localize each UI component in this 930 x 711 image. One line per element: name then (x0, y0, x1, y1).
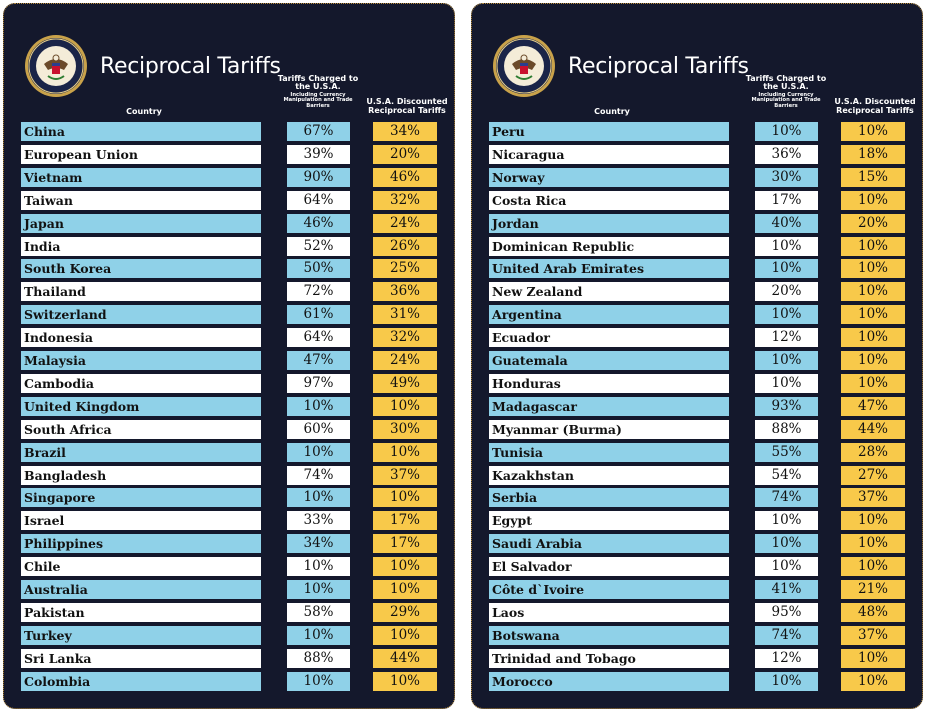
discounted-tariff-cell: 37% (841, 488, 905, 507)
discounted-tariff-cell: 34% (373, 122, 437, 141)
country-cell: Colombia (21, 672, 261, 691)
tariff-charged-cell: 41% (755, 580, 818, 599)
table-row (472, 374, 922, 393)
tariff-charged-cell: 95% (755, 603, 818, 622)
discounted-tariff-cell: 24% (373, 214, 437, 233)
country-cell: Indonesia (21, 328, 261, 347)
tariff-charged-cell: 47% (287, 351, 350, 370)
tariff-charged-cell: 54% (755, 466, 818, 485)
panel-title: Reciprocal Tariffs (100, 54, 281, 79)
discounted-tariff-cell: 25% (373, 259, 437, 278)
country-cell: India (21, 237, 261, 256)
country-cell: Myanmar (Burma) (489, 420, 729, 439)
discounted-tariff-cell: 20% (841, 214, 905, 233)
country-cell: Madagascar (489, 397, 729, 416)
country-cell: United Kingdom (21, 397, 261, 416)
discounted-tariff-cell: 10% (841, 259, 905, 278)
tariff-charged-cell: 10% (755, 534, 818, 553)
discounted-tariff-cell: 44% (841, 420, 905, 439)
country-cell: Chile (21, 557, 261, 576)
table-row (4, 557, 454, 576)
discounted-tariff-cell: 26% (373, 237, 437, 256)
table-row (472, 626, 922, 645)
country-cell: Cambodia (21, 374, 261, 393)
country-cell: Switzerland (21, 305, 261, 324)
table-row (472, 443, 922, 462)
discounted-tariff-cell: 18% (841, 145, 905, 164)
tariff-charged-cell: 10% (755, 672, 818, 691)
discounted-tariff-cell: 10% (841, 305, 905, 324)
panel-title: Reciprocal Tariffs (568, 54, 749, 79)
tariff-charged-cell: 74% (287, 466, 350, 485)
discounted-tariff-cell: 37% (373, 466, 437, 485)
tariff-charged-cell: 10% (755, 122, 818, 141)
tariff-charged-cell: 10% (755, 305, 818, 324)
discounted-tariff-cell: 15% (841, 168, 905, 187)
table-row (472, 603, 922, 622)
discounted-tariff-cell: 10% (373, 557, 437, 576)
tariff-charged-cell: 93% (755, 397, 818, 416)
tariff-charged-cell: 12% (755, 649, 818, 668)
tariff-charged-cell: 30% (755, 168, 818, 187)
table-row (4, 374, 454, 393)
table-row (472, 580, 922, 599)
discounted-tariff-cell: 10% (373, 397, 437, 416)
tariff-charged-cell: 55% (755, 443, 818, 462)
table-row (4, 282, 454, 301)
discounted-tariff-cell: 48% (841, 603, 905, 622)
table-row (472, 145, 922, 164)
tariff-panel-left (3, 3, 455, 709)
tariff-charged-cell: 10% (755, 374, 818, 393)
discounted-tariff-cell: 21% (841, 580, 905, 599)
country-cell: Ecuador (489, 328, 729, 347)
tariff-charged-cell: 10% (287, 397, 350, 416)
tariff-charged-cell: 10% (287, 443, 350, 462)
discounted-tariff-cell: 44% (373, 649, 437, 668)
tariff-charged-cell: 61% (287, 305, 350, 324)
tariff-charged-cell: 10% (287, 488, 350, 507)
discounted-tariff-cell: 10% (841, 511, 905, 530)
tariff-charged-cell: 72% (287, 282, 350, 301)
country-cell: Kazakhstan (489, 466, 729, 485)
tariff-charged-cell: 10% (287, 672, 350, 691)
tariff-charged-cell: 20% (755, 282, 818, 301)
country-cell: United Arab Emirates (489, 259, 729, 278)
table-row (4, 397, 454, 416)
table-row (472, 351, 922, 370)
country-cell: Saudi Arabia (489, 534, 729, 553)
country-cell: Thailand (21, 282, 261, 301)
country-cell: Jordan (489, 214, 729, 233)
discounted-tariff-cell: 10% (841, 374, 905, 393)
country-cell: Nicaragua (489, 145, 729, 164)
discounted-tariff-cell: 32% (373, 191, 437, 210)
country-cell: El Salvador (489, 557, 729, 576)
table-row (472, 420, 922, 439)
header-country: Country (126, 107, 162, 116)
header-country: Country (594, 107, 630, 116)
tariff-charged-cell: 88% (287, 649, 350, 668)
header-tariffs-charged-sub: Including Currency Manipulation and Trade Barriers (751, 91, 821, 109)
country-cell: Costa Rica (489, 191, 729, 210)
tariff-charged-cell: 10% (287, 626, 350, 645)
tariff-charged-cell: 36% (755, 145, 818, 164)
discounted-tariff-cell: 10% (373, 443, 437, 462)
table-row (4, 580, 454, 599)
header-tariffs-charged (274, 75, 362, 109)
country-cell: South Korea (21, 259, 261, 278)
header-tariffs-charged (742, 75, 830, 109)
discounted-tariff-cell: 10% (841, 122, 905, 141)
tariff-charged-cell: 97% (287, 374, 350, 393)
country-cell: European Union (21, 145, 261, 164)
discounted-tariff-cell: 24% (373, 351, 437, 370)
discounted-tariff-cell: 17% (373, 534, 437, 553)
discounted-tariff-cell: 37% (841, 626, 905, 645)
tariff-charged-cell: 64% (287, 191, 350, 210)
discounted-tariff-cell: 17% (373, 511, 437, 530)
discounted-tariff-cell: 30% (373, 420, 437, 439)
country-cell: Japan (21, 214, 261, 233)
table-row (472, 168, 922, 187)
country-cell: Tunisia (489, 443, 729, 462)
presidential-seal-icon (492, 34, 556, 98)
table-row (4, 466, 454, 485)
tariff-charged-cell: 10% (287, 557, 350, 576)
discounted-tariff-cell: 10% (841, 672, 905, 691)
table-row (4, 672, 454, 691)
discounted-tariff-cell: 10% (373, 672, 437, 691)
tariff-charged-cell: 46% (287, 214, 350, 233)
country-cell: Sri Lanka (21, 649, 261, 668)
country-cell: Norway (489, 168, 729, 187)
table-row (4, 511, 454, 530)
tariff-charged-cell: 33% (287, 511, 350, 530)
discounted-tariff-cell: 36% (373, 282, 437, 301)
table-row (4, 443, 454, 462)
country-cell: Egypt (489, 511, 729, 530)
country-cell: Pakistan (21, 603, 261, 622)
discounted-tariff-cell: 10% (841, 534, 905, 553)
discounted-tariff-cell: 10% (841, 557, 905, 576)
country-cell: Honduras (489, 374, 729, 393)
tariff-charged-cell: 58% (287, 603, 350, 622)
table-row (4, 145, 454, 164)
discounted-tariff-cell: 47% (841, 397, 905, 416)
table-row (4, 237, 454, 256)
presidential-seal-icon (24, 34, 88, 98)
table-row (472, 672, 922, 691)
tariff-charged-cell: 12% (755, 328, 818, 347)
tariff-charged-cell: 17% (755, 191, 818, 210)
tariff-charged-cell: 34% (287, 534, 350, 553)
country-cell: Dominican Republic (489, 237, 729, 256)
country-cell: Laos (489, 603, 729, 622)
table-row (4, 122, 454, 141)
country-cell: South Africa (21, 420, 261, 439)
tariff-charged-cell: 90% (287, 168, 350, 187)
table-row (472, 259, 922, 278)
table-row (4, 603, 454, 622)
discounted-tariff-cell: 20% (373, 145, 437, 164)
discounted-tariff-cell: 10% (373, 580, 437, 599)
country-cell: Taiwan (21, 191, 261, 210)
table-row (472, 397, 922, 416)
tariff-charged-cell: 64% (287, 328, 350, 347)
discounted-tariff-cell: 10% (373, 488, 437, 507)
discounted-tariff-cell: 49% (373, 374, 437, 393)
table-row (4, 488, 454, 507)
discounted-tariff-cell: 10% (373, 626, 437, 645)
tariff-charged-cell: 10% (755, 237, 818, 256)
discounted-tariff-cell: 31% (373, 305, 437, 324)
table-row (4, 649, 454, 668)
discounted-tariff-cell: 27% (841, 466, 905, 485)
country-cell: Philippines (21, 534, 261, 553)
discounted-tariff-cell: 46% (373, 168, 437, 187)
discounted-tariff-cell: 10% (841, 649, 905, 668)
country-cell: Guatemala (489, 351, 729, 370)
tariff-charged-cell: 10% (755, 351, 818, 370)
table-row (472, 237, 922, 256)
table-row (472, 122, 922, 141)
header-discounted-tariffs: U.S.A. Discounted Reciprocal Tariffs (366, 97, 448, 116)
table-row (4, 328, 454, 347)
header-tariffs-charged-main: Tariffs Charged to the U.S.A. (745, 74, 827, 92)
country-cell: Vietnam (21, 168, 261, 187)
table-row (472, 466, 922, 485)
table-row (4, 214, 454, 233)
tariff-charged-cell: 10% (755, 557, 818, 576)
discounted-tariff-cell: 10% (841, 351, 905, 370)
table-row (472, 511, 922, 530)
tariff-charged-cell: 10% (287, 580, 350, 599)
table-row (472, 557, 922, 576)
country-cell: Botswana (489, 626, 729, 645)
country-cell: Serbia (489, 488, 729, 507)
table-row (472, 649, 922, 668)
table-row (472, 214, 922, 233)
tariff-charged-cell: 67% (287, 122, 350, 141)
discounted-tariff-cell: 10% (841, 328, 905, 347)
tariff-charged-cell: 74% (755, 488, 818, 507)
table-row (4, 626, 454, 645)
country-cell: Trinidad and Tobago (489, 649, 729, 668)
tariff-charged-cell: 88% (755, 420, 818, 439)
country-cell: Malaysia (21, 351, 261, 370)
table-row (4, 191, 454, 210)
table-row (472, 488, 922, 507)
tariff-charged-cell: 52% (287, 237, 350, 256)
country-cell: Israel (21, 511, 261, 530)
tariff-charged-cell: 40% (755, 214, 818, 233)
tariff-charged-cell: 10% (755, 511, 818, 530)
table-row (472, 305, 922, 324)
tariff-charged-cell: 74% (755, 626, 818, 645)
tariff-charged-cell: 60% (287, 420, 350, 439)
tariff-panel-right (471, 3, 923, 709)
country-cell: Singapore (21, 488, 261, 507)
discounted-tariff-cell: 32% (373, 328, 437, 347)
country-cell: Australia (21, 580, 261, 599)
table-row (472, 534, 922, 553)
table-row (4, 168, 454, 187)
table-row (4, 351, 454, 370)
table-row (472, 328, 922, 347)
country-cell: Turkey (21, 626, 261, 645)
header-tariffs-charged-main: Tariffs Charged to the U.S.A. (277, 74, 359, 92)
table-row (472, 282, 922, 301)
country-cell: Bangladesh (21, 466, 261, 485)
country-cell: Morocco (489, 672, 729, 691)
table-row (4, 420, 454, 439)
table-row (472, 191, 922, 210)
country-cell: Brazil (21, 443, 261, 462)
discounted-tariff-cell: 28% (841, 443, 905, 462)
country-cell: Côte d`Ivoire (489, 580, 729, 599)
table-row (4, 259, 454, 278)
tariff-charged-cell: 39% (287, 145, 350, 164)
table-row (4, 534, 454, 553)
country-cell: New Zealand (489, 282, 729, 301)
country-cell: China (21, 122, 261, 141)
table-row (4, 305, 454, 324)
discounted-tariff-cell: 10% (841, 282, 905, 301)
discounted-tariff-cell: 29% (373, 603, 437, 622)
country-cell: Argentina (489, 305, 729, 324)
tariff-charged-cell: 10% (755, 259, 818, 278)
header-discounted-tariffs: U.S.A. Discounted Reciprocal Tariffs (834, 97, 916, 116)
discounted-tariff-cell: 10% (841, 191, 905, 210)
country-cell: Peru (489, 122, 729, 141)
discounted-tariff-cell: 10% (841, 237, 905, 256)
header-tariffs-charged-sub: Including Currency Manipulation and Trade Barriers (283, 91, 353, 109)
tariff-charged-cell: 50% (287, 259, 350, 278)
